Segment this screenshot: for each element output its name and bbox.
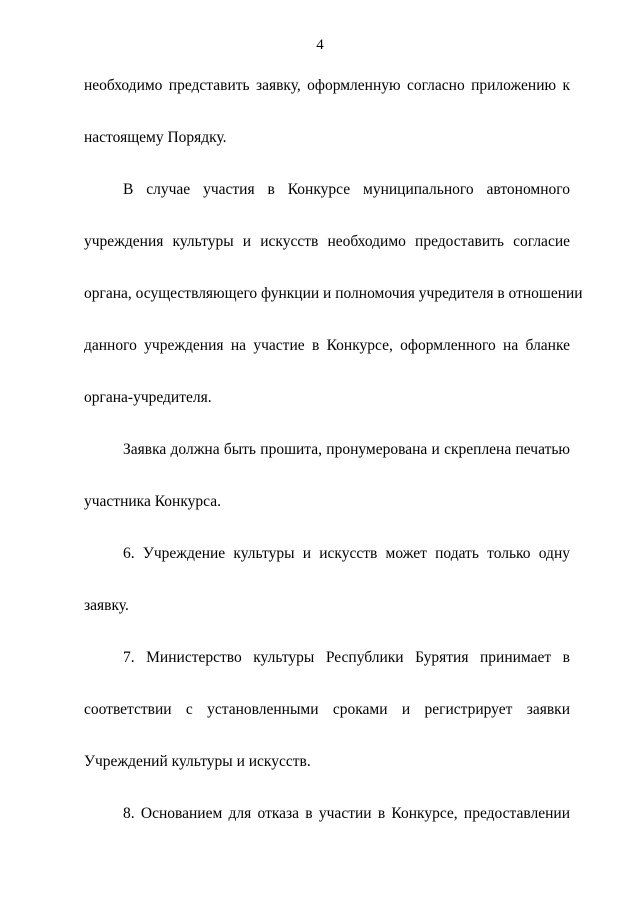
text-line: заявку. (84, 597, 129, 614)
text-line: данного учреждения на участие в Конкурсе, оформленного на бланке (84, 337, 570, 354)
text-line: Учреждений культуры и искусств. (84, 753, 311, 770)
text-line: настоящему Порядку. (84, 129, 227, 146)
text-line: соответствии с установленными сроками и регистрирует заявки (84, 701, 570, 718)
text-line: необходимо представить заявку, оформленную согласно приложению к (84, 77, 570, 94)
paragraph-first-line: 6. Учреждение культуры и искусств может подать только одну (123, 545, 570, 562)
paragraph-first-line: 7. Министерство культуры Республики Бурятия принимает в (123, 649, 570, 666)
text-line: участника Конкурса. (84, 493, 221, 510)
text-line: учреждения культуры и искусств необходимо предоставить согласие (84, 233, 570, 250)
paragraph-first-line: 8. Основанием для отказа в участии в Конкурсе, предоставлении (123, 805, 570, 822)
paragraph-first-line: В случае участия в Конкурсе муниципального автономного (123, 181, 570, 198)
paragraph-first-line: Заявка должна быть прошита, пронумерована и скреплена печатью (123, 441, 570, 458)
page-number: 4 (316, 37, 324, 53)
text-line: органа-учредителя. (84, 389, 212, 406)
text-line: органа, осуществляющего функции и полномочия учредителя в отношении (84, 285, 583, 302)
